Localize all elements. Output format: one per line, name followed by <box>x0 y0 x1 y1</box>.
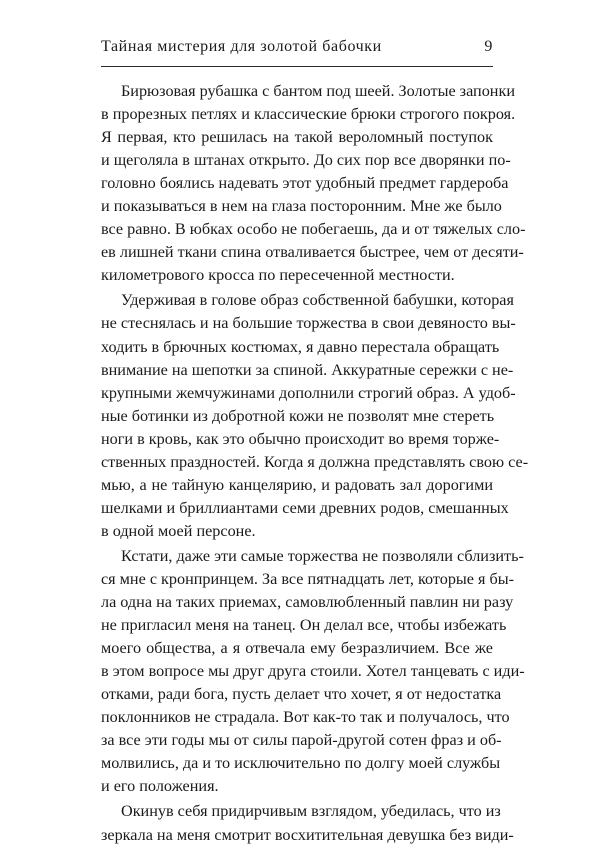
text-line: и показываться в нем на глаза посторонним. Мне же было <box>101 197 502 216</box>
text-line: в одной моей персоне. <box>101 521 256 540</box>
text-line: Я первая, кто решилась на такой вероломный поступок <box>101 128 493 147</box>
text-line: внимание на шепотки за спиной. Аккуратные сережки с не- <box>101 360 514 379</box>
text-line: зеркала на меня смотрит восхитительная девушка без види- <box>101 825 514 844</box>
text-line: не стеснялась и на большие торжества в свои девяносто вы- <box>101 314 516 333</box>
text-line: Бирюзовая рубашка с бантом под шеей. Золотые запонки <box>121 82 515 100</box>
text-line: Кстати, даже эти самые торжества не позволяли сблизить- <box>121 546 524 565</box>
text-line: все равно. В юбках особо не побегаешь, да и от тяжелых сло- <box>101 220 526 239</box>
paragraph <box>101 800 514 846</box>
text-line: и его положения. <box>101 777 219 796</box>
text-line: ев лишней ткани спина отваливается быстрее, чем от десяти- <box>101 243 524 262</box>
header-rule <box>101 66 493 67</box>
body-text <box>101 80 529 849</box>
text-line: ся мне с кронпринцем. За все пятнадцать лет, которые я бы- <box>101 569 515 588</box>
text-line: не пригласил меня на танец. Он делал все, чтобы избежать <box>101 616 507 635</box>
running-head <box>101 38 493 62</box>
text-line: за все эти годы мы от силы парой-другой сотен фраз и об- <box>101 731 502 750</box>
text-line: и щеголяла в штанах открыто. До сих пор все дворянки по- <box>101 151 511 170</box>
text-line: ла одна на таких приемах, самовлюбленный павлин ни разу <box>101 593 514 612</box>
text-line: молвились, да и то исключительно по долгу моей службы <box>101 754 501 773</box>
paragraph <box>101 289 529 543</box>
text-line: мью, а не тайную канцелярию, и радовать зал дорогими <box>101 475 493 494</box>
text-line: поклонников не страдала. Вот как-то так и получалось, что <box>101 708 510 727</box>
text-line: Окинув себя придирчивым взглядом, убедилась, что из <box>121 802 501 821</box>
paragraph <box>101 545 525 799</box>
text-line: в прорезных петлях и классические брюки строгого покроя. <box>101 105 516 124</box>
text-line: отками, ради бога, пусть делает что хочет, я от недостатка <box>101 685 502 704</box>
text-line: шелками и бриллиантами семи древних родов, смешанных <box>101 498 509 517</box>
text-line: ственных праздностей. Когда я должна представлять свою се- <box>101 452 529 471</box>
text-line: ные ботинки из добротной кожи не позволят мне стереть <box>101 406 495 425</box>
paragraph <box>101 80 526 287</box>
text-line: ходить в брючных костюмах, я давно перестала обращать <box>101 337 500 356</box>
text-line: ноги в кровь, как это обычно происходит во время торже- <box>101 429 500 448</box>
text-line: моего общества, а я отвечала ему безразличием. Все же <box>101 639 493 658</box>
running-title: Тайная мистерия для золотой бабочки <box>101 38 382 55</box>
text-line: Удерживая в голове образ собственной бабушки, которая <box>121 291 514 310</box>
text-line: километрового кросса по пересеченной местности. <box>101 266 455 285</box>
text-line: в этом вопросе мы друг друга стоили. Хотел танцевать с иди- <box>101 662 525 681</box>
text-line: крупными жемчужинами дополнили строгий образ. А удоб- <box>101 383 516 402</box>
page-number: 9 <box>484 38 493 55</box>
text-line: головно боялись надевать этот удобный предмет гардероба <box>101 174 509 193</box>
